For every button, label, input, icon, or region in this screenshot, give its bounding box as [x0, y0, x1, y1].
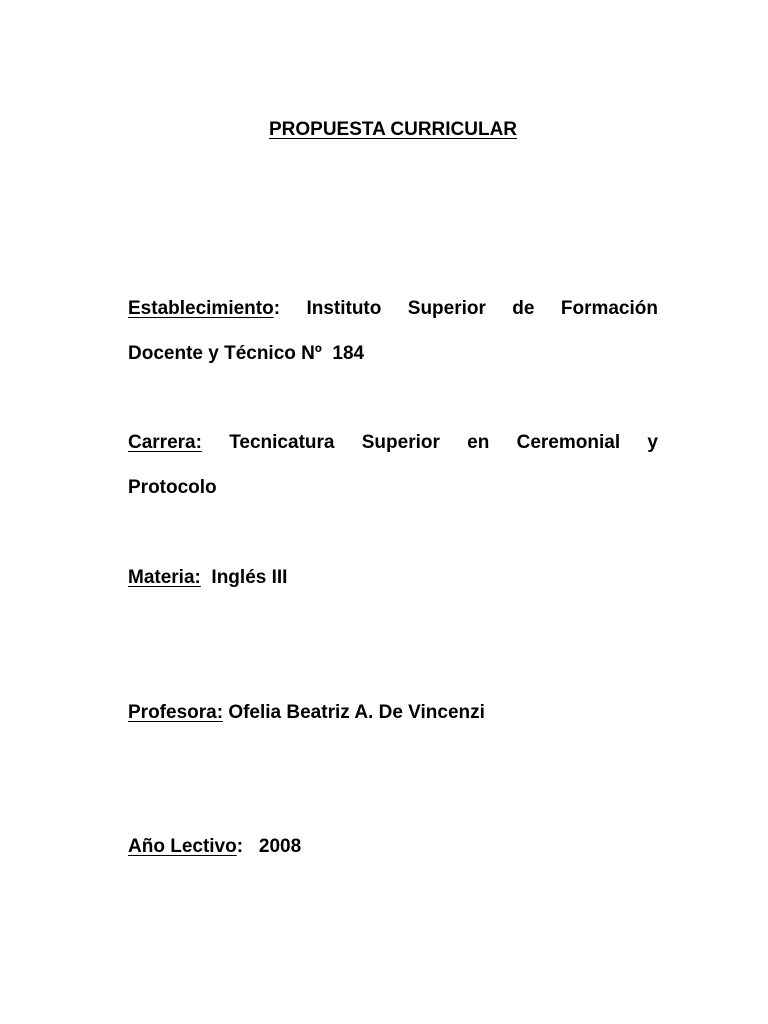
- anio-lectivo-colon: :: [236, 836, 244, 857]
- materia-line: [128, 566, 658, 590]
- carrera-word: Ceremonial: [516, 432, 621, 453]
- anio-lectivo-line: [128, 835, 658, 859]
- carrera-word: Superior: [361, 432, 440, 453]
- carrera-line-2: Protocolo: [128, 477, 217, 498]
- anio-lectivo-label: Año Lectivo: [128, 836, 237, 857]
- establecimiento-word: Instituto: [306, 298, 382, 319]
- establecimiento-label-group: [128, 297, 280, 321]
- anio-lectivo-value: 2008: [258, 836, 302, 857]
- establecimiento-line-1: [128, 297, 658, 321]
- establecimiento-word: Superior: [407, 298, 486, 319]
- materia-label: Materia:: [128, 567, 201, 588]
- profesora-value: Ofelia Beatriz A. De Vincenzi: [228, 702, 485, 723]
- carrera-word: Tecnicatura: [229, 432, 335, 453]
- establecimiento-word: de: [512, 298, 535, 319]
- carrera-word: y: [647, 432, 658, 453]
- carrera-line-1: [128, 431, 658, 455]
- profesora-label: Profesora:: [128, 702, 224, 723]
- document-title: PROPUESTA CURRICULAR: [268, 119, 518, 140]
- establecimiento-label: Establecimiento: [128, 298, 274, 319]
- establecimiento-word: Formación: [560, 298, 658, 319]
- profesora-line: [128, 701, 658, 725]
- carrera-label: Carrera:: [128, 432, 202, 453]
- establecimiento-line-2: Docente y Técnico Nº 184: [128, 343, 365, 364]
- establecimiento-colon: :: [273, 298, 281, 319]
- materia-value: Inglés III: [211, 567, 288, 588]
- carrera-word: en: [467, 432, 490, 453]
